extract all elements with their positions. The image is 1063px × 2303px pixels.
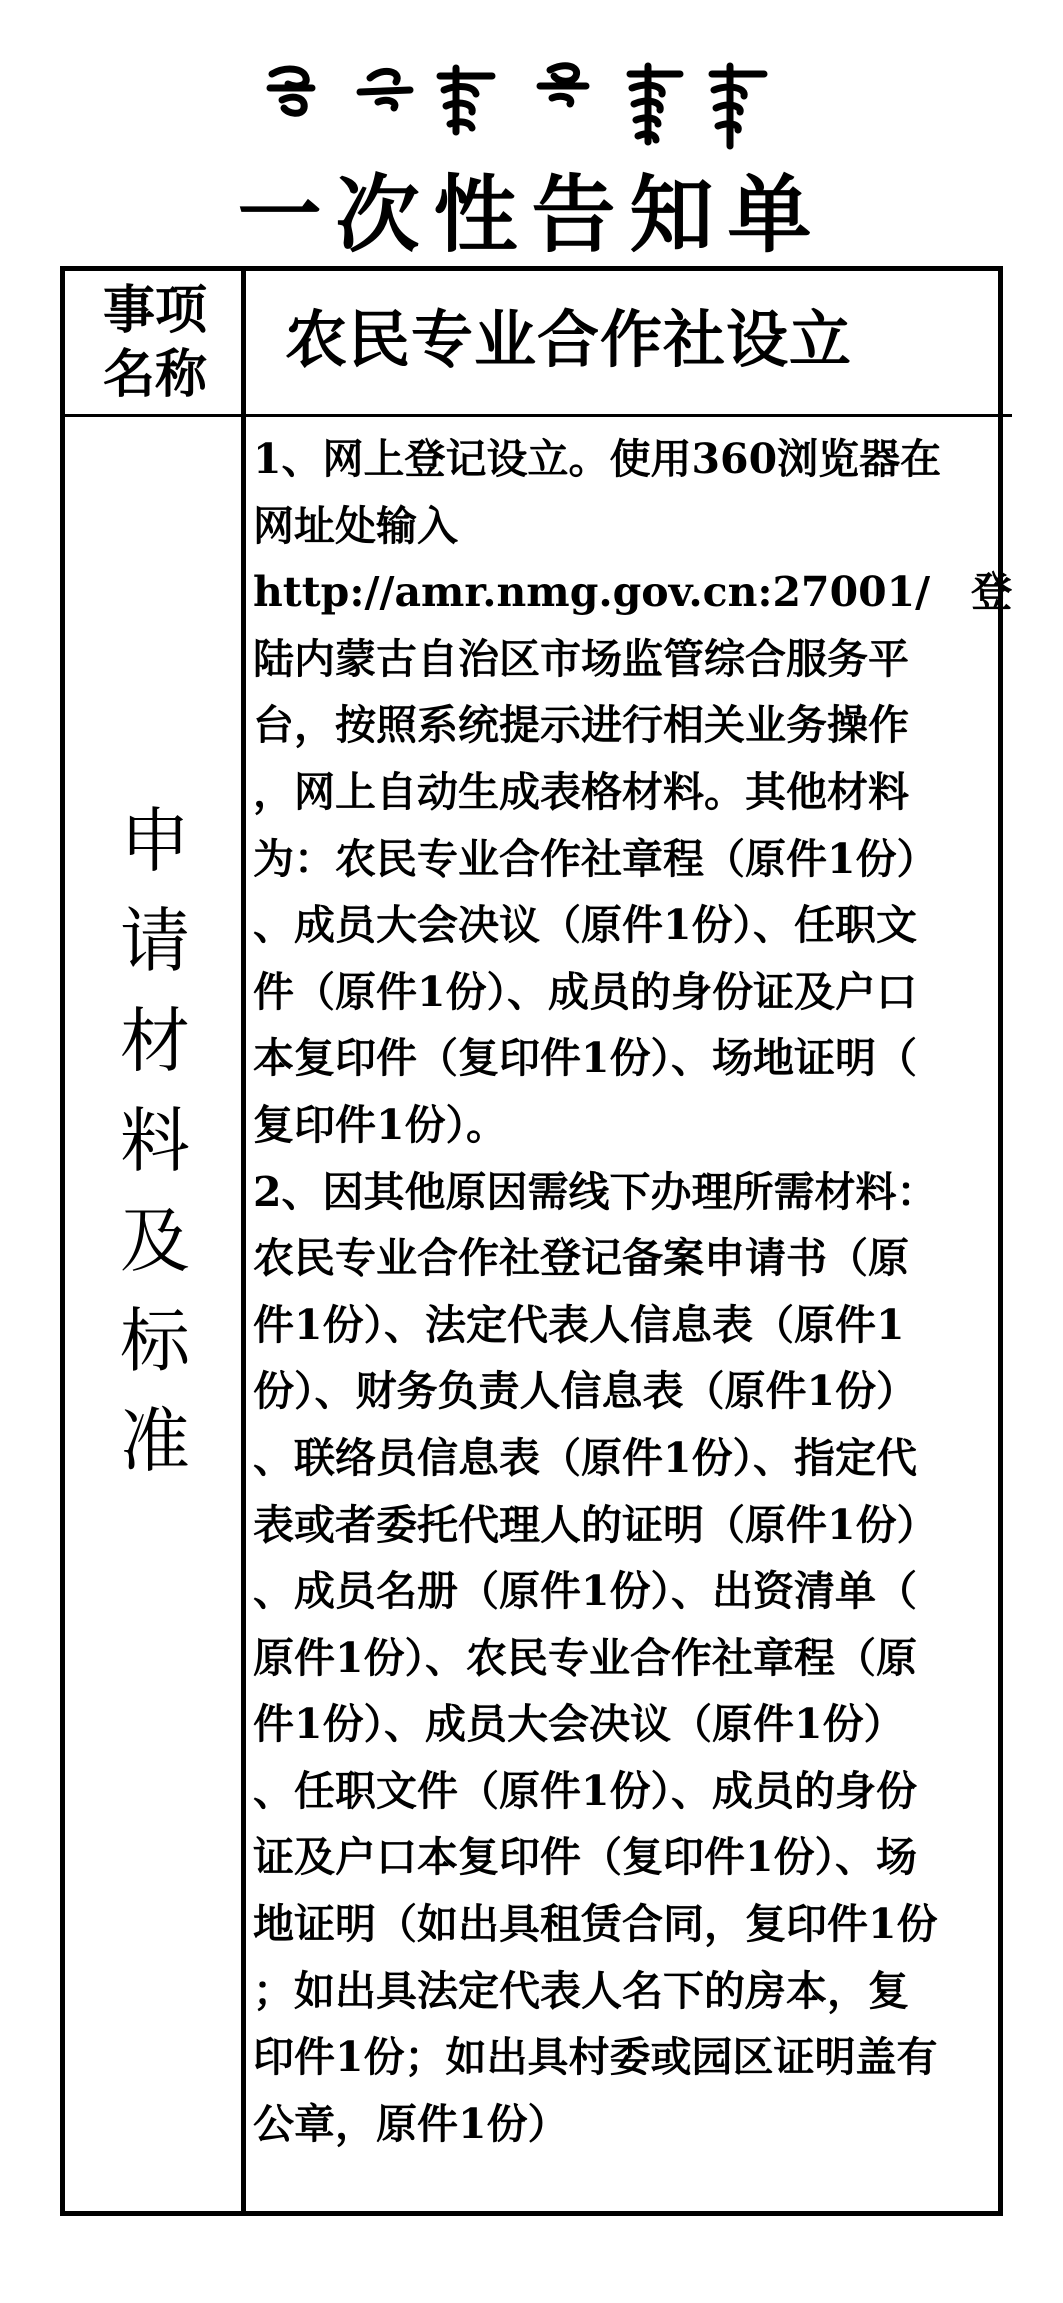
materials-line: 印件1份；如出具村委或园区证明盖有: [253, 2033, 938, 2082]
column-divider: [241, 271, 246, 2211]
materials-line: 本复印件（复印件1份）、场地证明（: [253, 1034, 918, 1083]
materials-line: 件1份）、成员大会决议（原件1份）: [253, 1700, 905, 1749]
materials-line: 表或者委托代理人的证明（原件1份）: [253, 1500, 938, 1549]
materials-line: 件1份）、法定代表人信息表（原件1: [253, 1300, 905, 1349]
materials-line: 公章，原件1份）: [253, 2099, 569, 2148]
materials-label-char: 标: [120, 1300, 190, 1382]
materials-line: 件（原件1份）、成员的身份证及户口: [253, 967, 918, 1016]
materials-line: 原件1份）、农民专业合作社章程（原: [253, 1633, 918, 1682]
materials-line: ，网上自动生成表格材料。其他材料: [253, 767, 909, 816]
materials-line: 地证明（如出具租赁合同，复印件1份: [253, 1900, 938, 1949]
materials-line: 证及户口本复印件（复印件1份）、场: [253, 1833, 918, 1882]
materials-line: 份）、财务负责人信息表（原件1份）: [253, 1367, 918, 1416]
materials-line: 、成员名册（原件1份）、出资清单（: [253, 1567, 918, 1616]
materials-line: 2、因其他原因需线下办理所需材料：: [253, 1167, 938, 1216]
materials-line: 、任职文件（原件1份）、成员的身份: [253, 1766, 918, 1815]
materials-line: 网址处输入: [253, 501, 458, 550]
item-name-label-line: 名称: [102, 344, 207, 405]
page-title: 一次性告知单: [237, 165, 826, 264]
materials-line: 复印件1份）。: [253, 1100, 508, 1149]
materials-line: 台，按照系统提示进行相关业务操作: [253, 701, 909, 750]
materials-line: ；如出具法定代表人名下的房本，复: [253, 1966, 909, 2015]
materials-line: 、成员大会决议（原件1份）、任职文: [253, 901, 918, 950]
materials-label-char: 申: [120, 800, 190, 882]
materials-line: 、联络员信息表（原件1份）、指定代: [253, 1433, 918, 1482]
info-table: [60, 266, 1013, 2216]
materials-label-char: 料: [120, 1100, 190, 1182]
item-name-label-line: 事项: [102, 280, 207, 341]
materials-line: http://amr.nmg.gov.cn:27001/ 登: [253, 568, 1013, 617]
materials-line: 陆内蒙古自治区市场监管综合服务平: [253, 634, 909, 683]
item-name-label: [75, 279, 235, 407]
mongolian-script-title: [260, 58, 780, 154]
materials-label-char: 及: [120, 1200, 190, 1282]
materials-label: [75, 791, 235, 1491]
materials-line: 1、网上登记设立。使用360浏览器在: [253, 435, 942, 483]
materials-line: 为：农民专业合作社章程（原件1份）: [253, 834, 938, 883]
materials-content: [253, 426, 1013, 2157]
materials-line: 农民专业合作社登记备案申请书（原: [253, 1234, 909, 1283]
item-name-value: 农民专业合作社设立: [285, 303, 853, 376]
materials-label-char: 材: [120, 1000, 190, 1082]
materials-label-char: 请: [120, 900, 190, 982]
row-divider: [65, 414, 1012, 417]
materials-label-char: 准: [120, 1400, 190, 1482]
